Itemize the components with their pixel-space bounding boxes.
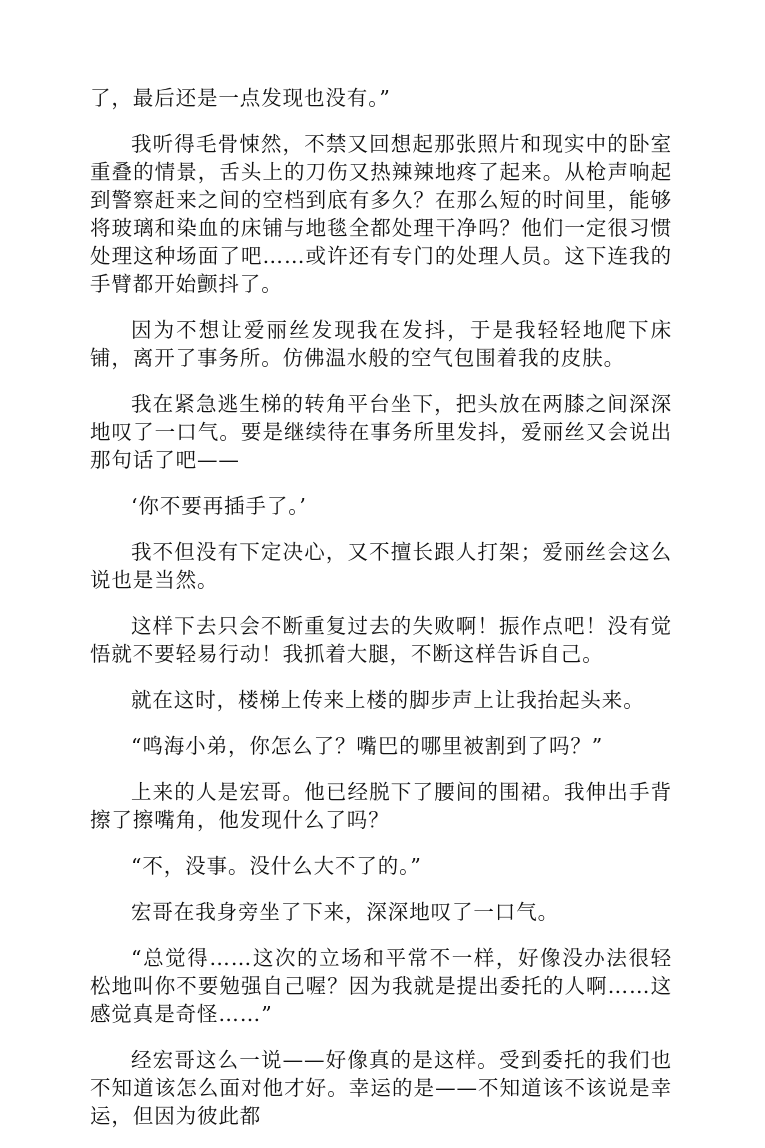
- paragraph-8: 就在这时，楼梯上传来上楼的脚步声上让我抬起头来。: [131, 688, 645, 712]
- paragraph-7: 这样下去只会不断重复过去的失败啊！振作点吧！没有觉悟就不要轻易行动！我抓着大腿，不断这样告诉自己。: [90, 614, 672, 666]
- document-page: [90, 84, 672, 1148]
- paragraph-5: ‘你不要再插手了。’: [131, 494, 307, 518]
- paragraph-10: 上来的人是宏哥。他已经脱下了腰间的围裙。我伸出手背擦了擦嘴角，他发现什么了吗？: [90, 780, 672, 832]
- paragraph-13: “总觉得……这次的立场和平常不一样，好像没办法很轻松地叫你不要勉强自己喔？因为我就是提出委托的人啊……这感觉真是奇怪……”: [90, 946, 672, 1026]
- paragraph-2: 我听得毛骨悚然，不禁又回想起那张照片和现实中的卧室重叠的情景，舌头上的刀伤又热辣辣地疼了起来。从枪声响起到警察赶来之间的空档到底有多久？在那么短的时间里，能够将玻璃和染血的床铺与地毯全都处理干净吗？他们一定很习惯处理这种场面了吧……或许还有专门的处理人员。这下连我的手臂都开始颤抖了。: [90, 132, 672, 296]
- paragraph-1: 了，最后还是一点发现也没有。”: [90, 86, 391, 110]
- paragraph-6: 我不但没有下定决心，又不擅长跟人打架；爱丽丝会这么说也是当然。: [90, 540, 672, 592]
- paragraph-4: 我在紧急逃生梯的转角平台坐下，把头放在两膝之间深深地叹了一口气。要是继续待在事务所里发抖，爱丽丝又会说出那句话了吧——: [90, 392, 672, 472]
- paragraph-3: 因为不想让爱丽丝发现我在发抖，于是我轻轻地爬下床铺，离开了事务所。仿佛温水般的空气包围着我的皮肤。: [90, 318, 672, 370]
- paragraph-11: “不，没事。没什么大不了的。”: [131, 854, 422, 878]
- paragraph-14: 经宏哥这么一说——好像真的是这样。受到委托的我们也不知道该怎么面对他才好。幸运的是——不知道该不该说是幸运，但因为彼此都: [90, 1048, 672, 1128]
- paragraph-12: 宏哥在我身旁坐了下来，深深地叹了一口气。: [131, 900, 559, 924]
- paragraph-9: “鸣海小弟，你怎么了？嘴巴的哪里被割到了吗？”: [131, 734, 604, 758]
